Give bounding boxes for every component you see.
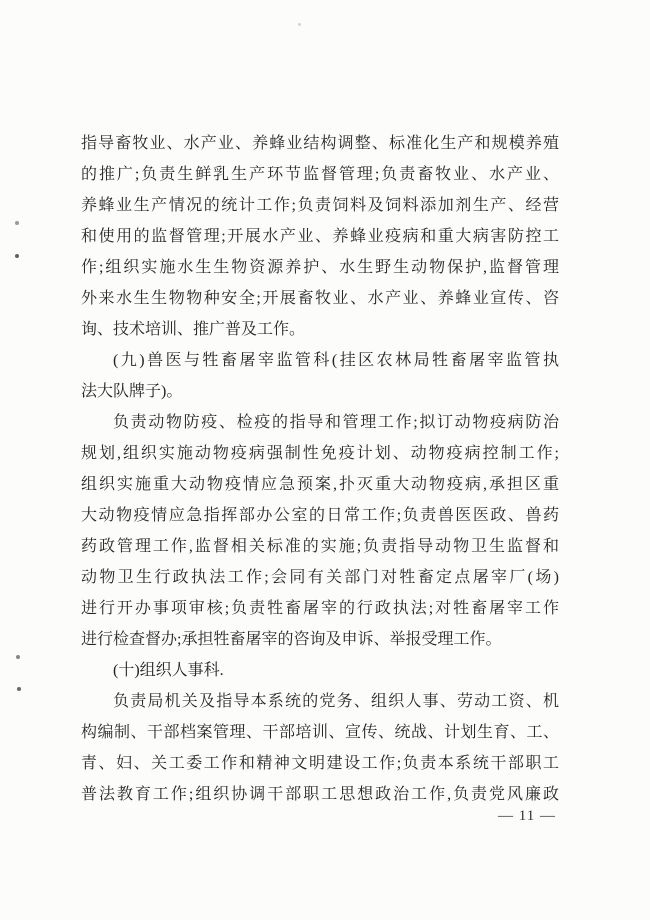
paragraph-line: 养蜂业生产情况的统计工作;负责饲料及饲料添加剂生产、经营 — [81, 197, 559, 214]
document-body — [81, 128, 559, 810]
scan-speck — [17, 687, 21, 691]
scan-speck — [15, 254, 19, 258]
paragraph-line: 药政管理工作,监督相关标准的实施;负责指导动物卫生监督和 — [81, 538, 559, 555]
paragraph-line: 动物卫生行政执法工作;会同有关部门对牲畜定点屠宰厂(场) — [81, 569, 559, 586]
heading-line: (十)组织人事科. — [113, 662, 224, 679]
scan-speck — [15, 221, 19, 225]
paragraph-line: 询、技术培训、推广普及工作。 — [81, 321, 306, 338]
paragraph-line: 外来水生生物物种安全;开展畜牧业、水产业、养蜂业宣传、咨 — [81, 290, 559, 307]
scan-speck — [298, 23, 301, 26]
paragraph-line: 指导畜牧业、水产业、养蜂业结构调整、标准化生产和规模养殖 — [81, 135, 559, 152]
paragraph-line: 进行开办事项审核;负责牲畜屠宰的行政执法;对牲畜屠宰工作 — [81, 600, 559, 617]
paragraph-line: 青、妇、关工委工作和精神文明建设工作;负责本系统干部职工 — [81, 755, 559, 772]
paragraph-line: 规划,组织实施动物疫病强制性免疫计划、动物疫病控制工作; — [81, 445, 559, 462]
paragraph-line: 组织实施重大动物疫情应急预案,扑灭重大动物疫病,承担区重 — [81, 476, 559, 493]
scan-speck — [16, 655, 20, 659]
paragraph-line: 负责动物防疫、检疫的指导和管理工作;拟订动物疫病防治 — [113, 414, 559, 431]
page-number: — 11 — — [498, 808, 556, 824]
heading-line: 法大队牌子)。 — [81, 383, 183, 400]
paragraph-line: 负责局机关及指导本系统的党务、组织人事、劳动工资、机 — [113, 693, 559, 710]
paragraph-line: 普法教育工作;组织协调干部职工思想政治工作,负责党风廉政 — [81, 786, 559, 803]
paragraph-line: 作;组织实施水生生物资源养护、水生野生动物保护,监督管理 — [81, 259, 559, 276]
heading-line: (九)兽医与牲畜屠宰监管科(挂区农林局牲畜屠宰监管执 — [113, 352, 559, 369]
paragraph-line: 进行检查督办;承担牲畜屠宰的咨询及申诉、举报受理工作。 — [81, 631, 502, 648]
paragraph-line: 大动物疫情应急指挥部办公室的日常工作;负责兽医医政、兽药 — [81, 507, 559, 524]
paragraph-line: 的推广;负责生鲜乳生产环节监督管理;负责畜牧业、水产业、 — [81, 166, 559, 183]
paragraph-line: 和使用的监督管理;开展水产业、养蜂业疫病和重大病害防控工 — [81, 228, 559, 245]
paragraph-line: 构编制、干部档案管理、干部培训、宣传、统战、计划生育、工、 — [81, 724, 559, 741]
